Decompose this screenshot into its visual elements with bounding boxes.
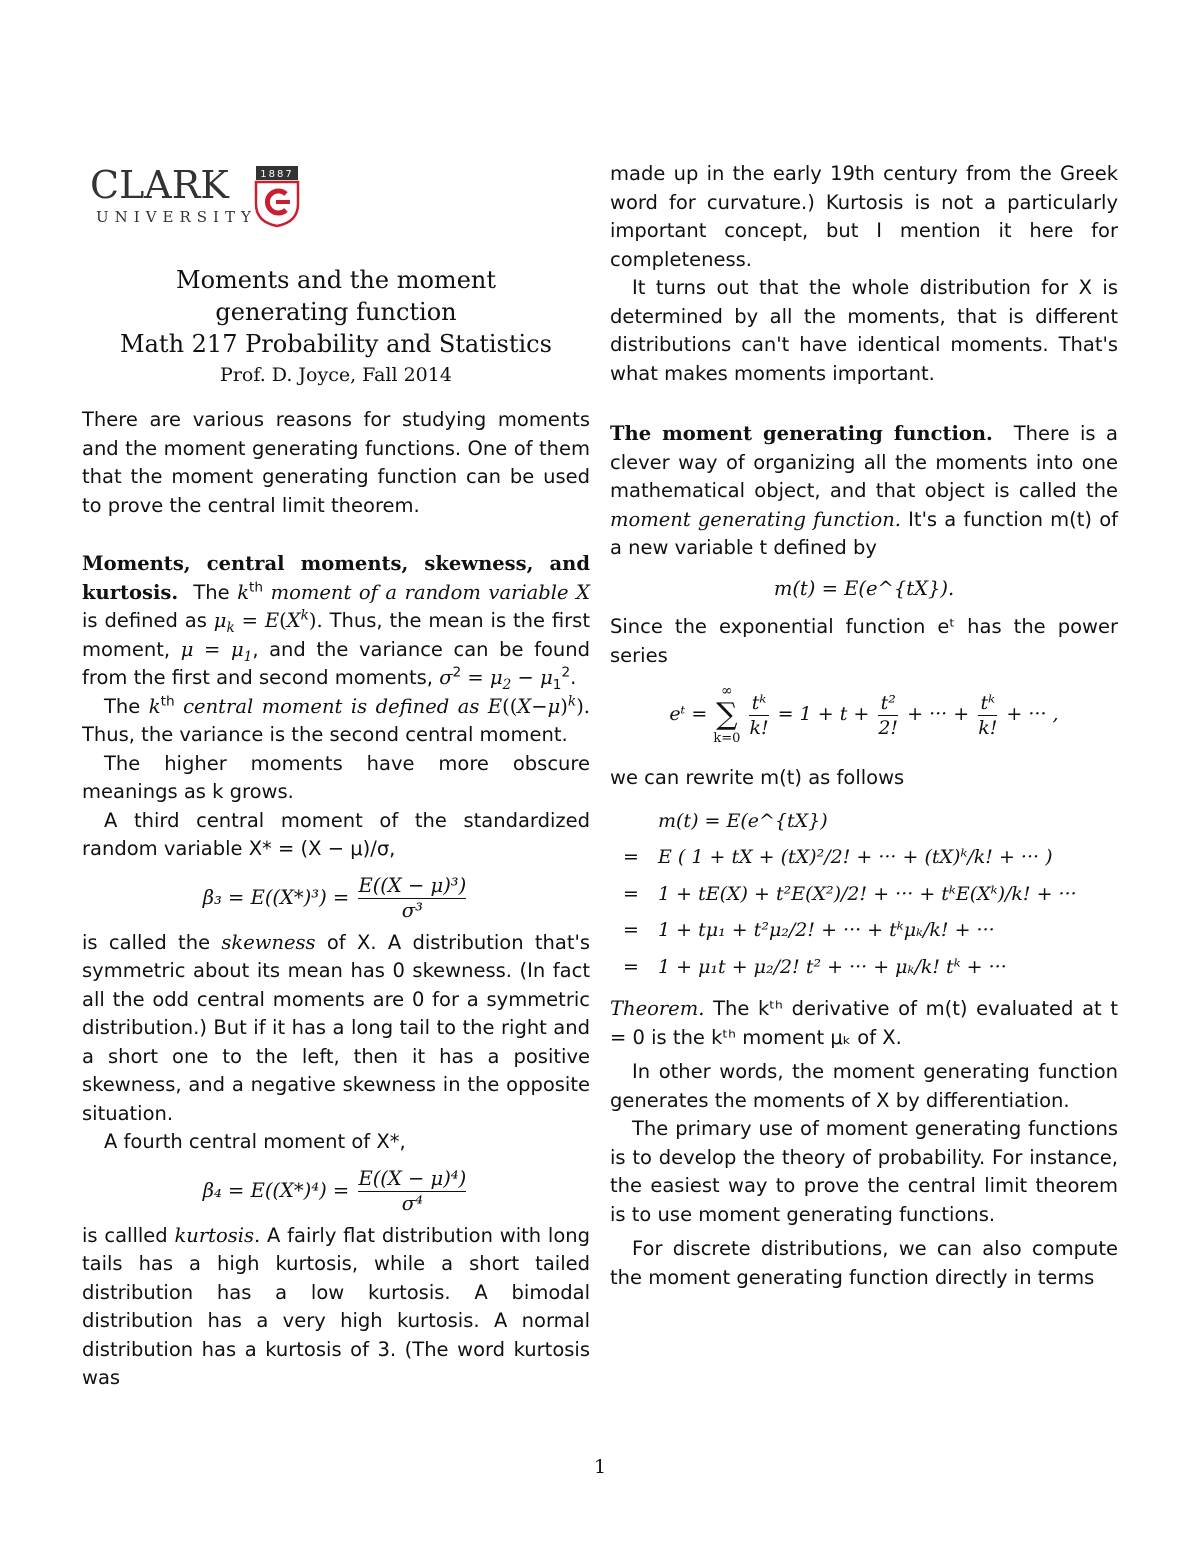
skewness-equation [82, 874, 590, 923]
primary-use-paragraph: The primary use of moment generating functions is to develop the theory of probability. For instance, the easiest way to prove the central limit theorem is to use moment generating functions. [610, 1117, 1118, 1226]
sum-upper-limit: ∞ [721, 683, 733, 699]
derivation-row-4 [610, 949, 1083, 986]
series-tail: + ··· , [1006, 703, 1059, 725]
p3-b: moment generating function. [610, 507, 901, 531]
kurt-eq-left: β₄ = E((X*)⁴) = [202, 1178, 350, 1202]
series-term-num: tᵏ [751, 691, 767, 714]
p5-b: skewness [221, 930, 316, 954]
kurtosis-paragraph [82, 1222, 590, 1393]
higher-moments-paragraph: The higher moments have more obscure meanings as k grows. [82, 751, 590, 803]
standardized-paragraph: A third central moment of the standardized random variable X* = (X − μ)/σ, [82, 808, 590, 860]
p5-a: is called the [82, 930, 211, 954]
section2-heading: The moment generating function. [610, 422, 993, 445]
kurt-numerator: E((X − μ)⁴) [358, 1166, 467, 1190]
series-tk-num: tᵏ [980, 691, 996, 714]
kurt-denominator: σ⁴ [358, 1191, 466, 1216]
title-line3: Math 217 Probability and Statistics [120, 330, 552, 358]
series-tk-den: k! [978, 716, 998, 739]
logo-sub: UNIVERSITY [96, 208, 257, 226]
left-column [82, 406, 590, 1393]
derivation-row-1 [610, 839, 1083, 876]
derivation-row-0 [610, 803, 1083, 840]
derivation-rhs-2: 1 + tE(X) + t²E(X²)/2! + ··· + tᵏE(Xᵏ)/k! + ··· [658, 882, 1077, 905]
series-rest: = 1 + t + [777, 703, 870, 725]
derivation-eq-2: = [623, 882, 639, 905]
theorem-paragraph [610, 995, 1118, 1052]
kurtosis-equation [82, 1167, 590, 1216]
p1-c: is defined as [82, 609, 207, 632]
title-block [82, 264, 590, 390]
clark-university-logo [90, 164, 306, 228]
p3-c: It's a function m(t) of a new variable t defined by [610, 507, 1118, 559]
skewness-paragraph [82, 929, 590, 1129]
intro-paragraph: There are various reasons for studying moments and the moment generating functions. One of them that the moment generating function can be used to prove the central limit theorem. [82, 408, 590, 517]
kurt-fraction [358, 1167, 466, 1216]
derivation-eq-3: = [623, 919, 639, 941]
series-t2-den: 2! [878, 716, 899, 739]
p7-b: kurtosis. [174, 1223, 261, 1247]
page-number: 1 [593, 1456, 607, 1478]
p7-c: A fairly flat distribution with long tails has a high kurtosis, while a short tailed distribution has a low kurtosis. A bimodal distribution has a very high kurtosis. A normal distribution has a kurtosis of 3. (The word kurtosis was [82, 1223, 591, 1389]
derivation-rhs-0: m(t) = E(e^{tX}) [658, 809, 828, 832]
p1-d: Thus, the mean is the first moment, [82, 609, 590, 661]
kurtosis-continued-paragraph: made up in the early 19th century from the Greek word for curvature.) Kurtosis is not a particularly important concept, but I mention it here for completeness. [610, 162, 1118, 271]
title-author: Prof. D. Joyce, Fall 2014 [220, 364, 452, 386]
p2-b: central moment is defined as [183, 694, 480, 718]
summation [713, 682, 740, 748]
p7-a: is callled [82, 1223, 168, 1247]
series-lhs: eᵗ = [669, 703, 708, 725]
title-line2: generating function [215, 298, 457, 326]
derivation-rhs-3: 1 + tμ₁ + t²μ₂/2! + ··· + tᵏμₖ/k! + ··· [658, 919, 995, 941]
other-words-paragraph: In other words, the moment generating function generates the moments of X by differentiation. [610, 1060, 1118, 1112]
derivation-rhs-1: E ( 1 + tX + (tX)²/2! + ··· + (tX)ᵏ/k! + ··· ) [658, 846, 1053, 868]
sum-lower-limit: k=0 [713, 731, 741, 746]
p1-a: The [193, 580, 230, 604]
derivation-rhs-4: 1 + μ₁t + μ₂/2! t² + ··· + μₖ/k! tᵏ + ··· [658, 955, 1007, 978]
p3-a: There is a clever way of organizing all the moments into one mathematical object, and that object is called the [610, 422, 1118, 502]
rewrite-paragraph: we can rewrite m(t) as follows [610, 766, 905, 789]
derivation-row-2 [610, 876, 1083, 913]
discrete-paragraph: For discrete distributions, we can also compute the moment generating function directly in terms [610, 1237, 1118, 1289]
theorem-label: Theorem. [610, 997, 705, 1020]
right-column [610, 160, 1118, 1292]
mgf-derivation [610, 803, 1083, 986]
series-t2-num: t² [880, 691, 896, 714]
distribution-determined-paragraph: It turns out that the whole distribution for X is determined by all the moments, that is different distributions can't have identical moments. That's what makes moments important. [610, 276, 1118, 385]
skew-eq-left: β₃ = E((X*)³) = [202, 885, 350, 909]
central-moment-paragraph: The $k^{th}$ central moment is defined as $E((X-\mu)^k)$. Thus, the variance is the second central moment. [82, 693, 590, 746]
series-t2-fraction [878, 691, 898, 740]
series-term-fraction [749, 691, 768, 740]
exponential-series-equation [610, 682, 1118, 748]
theorem-text: The kᵗʰ derivative of m(t) evaluated at t = 0 is the kᵗʰ moment μₖ of X. [610, 997, 1118, 1049]
series-tk-fraction [978, 691, 997, 740]
logo-name: CLARK [90, 164, 229, 207]
series-dots: + ··· + [907, 703, 970, 725]
derivation-eq-4: = [623, 955, 639, 978]
derivation-eq-0 [610, 803, 652, 840]
p1-b: moment of a random variable [270, 580, 569, 604]
skew-denominator: σ³ [358, 898, 466, 923]
skew-fraction [358, 874, 466, 923]
section1-paragraph: Moments, central moments, skewness, and kurtosis. The $k^{th}$ moment of a random variable X is defined as $\mu_k = E(X^k)$. Thus, the mean is the first moment, $\mu = \mu_1$, and the variance can be found from the first and second moments, $\sigma^2 = \mu_2 - \mu_1^2$. [82, 552, 591, 693]
derivation-eq-1: = [623, 846, 639, 868]
section1-heading: Moments, central moments, skewness, and kurtosis. [82, 552, 590, 604]
logo-year: 1887 [260, 169, 294, 180]
skew-numerator: E((X − μ)³) [358, 873, 467, 897]
mgf-section-paragraph [610, 420, 1118, 563]
power-series-paragraph: Since the exponential function eᵗ has the power series [610, 615, 1118, 667]
title-line1: Moments and the moment [176, 266, 496, 294]
sum-symbol: ∑ [716, 697, 738, 732]
logo-shield-icon [256, 166, 298, 226]
p2-a: The [104, 694, 141, 718]
derivation-row-3 [610, 912, 1083, 949]
series-term-den: k! [749, 716, 769, 739]
p1-e: and the variance can be found from the first and second moments, [82, 637, 590, 689]
p5-c: of X. A distribution that's symmetric about its mean has 0 skewness. (In fact all the odd central moments are 0 for a symmetric distribution.) But if it has a long tail to the right and a short one to the left, then it has a positive skewness, and a negative skewness in the opposite situation. [82, 930, 591, 1125]
clark-logo-svg [90, 164, 306, 228]
p2-c: Thus, the variance is the second central moment. [82, 723, 568, 746]
mgf-definition: m(t) = E(e^{tX}). [773, 576, 955, 600]
fourth-moment-paragraph: A fourth central moment of X*, [104, 1130, 406, 1153]
